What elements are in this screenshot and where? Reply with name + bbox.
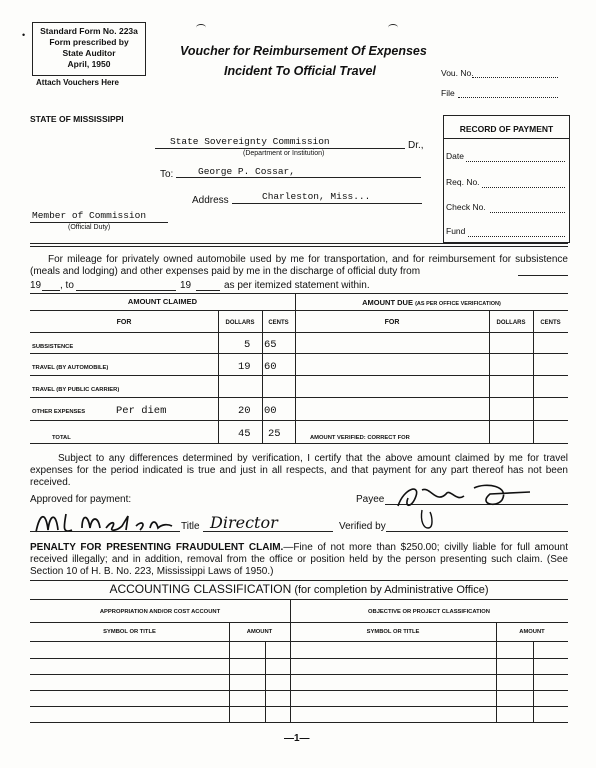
row-label-subsistence: SUBSISTENCE — [32, 344, 74, 350]
travel-auto-cents: 60 — [264, 361, 277, 373]
table-vline — [496, 622, 497, 722]
corner-mark — [388, 24, 398, 31]
address-value: Charleston, Miss... — [262, 191, 371, 202]
table-vline — [533, 641, 534, 722]
mileage-paragraph: For mileage for privately owned automobile used by me for transportation, and for reimbursement for subsistence (meals and lodging) and other expenses paid by me in the discharge of official duty from — [30, 254, 568, 277]
table-line — [30, 420, 568, 421]
table-line — [30, 310, 568, 311]
claimed-for-header: FOR — [116, 319, 132, 326]
file-field[interactable] — [458, 97, 558, 98]
subsistence-cents: 65 — [264, 339, 277, 351]
left-symbol-header: SYMBOL OR TITLE — [103, 629, 156, 635]
period-start-field[interactable] — [42, 290, 60, 291]
state-auditor: State Auditor — [62, 48, 116, 58]
vou-no-field[interactable] — [472, 77, 558, 78]
form-title: Voucher for Reimbursement Of Expenses — [180, 44, 427, 58]
table-vline — [265, 641, 266, 722]
separator — [30, 243, 568, 244]
table-line — [30, 332, 568, 333]
payee-name: George P. Cossar, — [198, 166, 295, 177]
record-check-label: Check No. — [446, 202, 486, 212]
penalty-text: —Fine of not more than $250.00; civilly liable for full amount received illegally; and in addition, removal from the office or position held by the person presenting such claim. (See Section 10 of H. B. No. 223, Mississippi Laws of 1950.) — [30, 542, 568, 577]
bullet-mark: • — [22, 30, 26, 40]
form-subtitle: Incident To Official Travel — [224, 64, 376, 78]
approver-signature — [32, 506, 182, 540]
to-label: To: — [160, 169, 174, 180]
table-line — [30, 443, 568, 444]
standard-form-box — [32, 22, 146, 76]
table-vline — [489, 310, 490, 443]
claimed-cents-header: CENTS — [268, 320, 289, 326]
title-value: Director — [210, 513, 278, 532]
dr-label: Dr., — [408, 140, 424, 151]
period-19-first: 19 — [30, 280, 42, 291]
form-date: April, 1950 — [67, 59, 111, 69]
period-end-field[interactable] — [76, 290, 176, 291]
verified-by-label: Verified by — [339, 521, 386, 532]
department-line — [155, 148, 405, 149]
amount-due-title: AMOUNT DUE — [362, 298, 413, 307]
table-vline — [262, 310, 263, 443]
record-date-field[interactable] — [466, 161, 565, 162]
verified-by-mark — [418, 508, 438, 530]
vou-no-label: Vou. No. — [441, 68, 474, 78]
row-label-other-expenses: OTHER EXPENSES — [32, 409, 86, 415]
claimed-dollars-header: DOLLARS — [225, 320, 255, 326]
table-line — [30, 599, 568, 600]
record-title: RECORD OF PAYMENT — [459, 124, 554, 134]
due-dollars-header: DOLLARS — [496, 320, 526, 326]
from-date-field[interactable] — [518, 275, 568, 276]
department-caption: (Department or Institution) — [243, 150, 325, 157]
due-cents-header: CENTS — [540, 320, 561, 326]
table-line — [30, 397, 568, 398]
duty-line — [30, 222, 168, 223]
travel-auto-dollars: 19 — [238, 361, 251, 373]
state-label: STATE OF MISSISSIPPI — [30, 114, 124, 124]
amount-verified-label: AMOUNT VERIFIED: CORRECT FOR — [310, 435, 410, 441]
right-symbol-header: SYMBOL OR TITLE — [366, 629, 420, 635]
payee-signature — [390, 478, 540, 514]
department-value: State Sovereignty Commission — [170, 136, 330, 147]
record-req-label: Req. No. — [446, 177, 480, 187]
separator — [30, 580, 568, 581]
record-req-field[interactable] — [482, 187, 565, 188]
left-amount-header: AMOUNT — [246, 629, 273, 635]
table-vline — [218, 310, 219, 443]
payee-label: Payee — [356, 494, 385, 505]
other-expenses-dollars: 20 — [238, 405, 251, 417]
total-dollars: 45 — [238, 428, 251, 440]
address-label: Address — [192, 195, 229, 206]
row-label-travel-auto: TRAVEL (BY AUTOMOBILE) — [32, 365, 109, 371]
row-label-travel-public: TRAVEL (BY PUBLIC CARRIER) — [32, 387, 120, 393]
table-line — [30, 674, 568, 675]
table-line — [30, 622, 568, 623]
record-divider — [444, 138, 569, 139]
record-check-field[interactable] — [490, 212, 565, 213]
amount-claimed-heading: AMOUNT CLAIMED — [127, 297, 198, 306]
penalty-paragraph — [30, 542, 568, 578]
period-19-second: 19 — [180, 280, 192, 291]
table-vline — [533, 310, 534, 443]
form-prescribed-by: Form prescribed by — [49, 37, 129, 47]
row-label-total: TOTAL — [52, 435, 71, 441]
verified-by-line[interactable] — [386, 531, 568, 532]
total-cents: 25 — [268, 428, 281, 440]
table-line — [30, 690, 568, 691]
period-year-field[interactable] — [196, 290, 220, 291]
table-line — [30, 375, 568, 376]
record-fund-label: Fund — [446, 226, 466, 236]
accounting-title-row — [30, 582, 568, 596]
attach-vouchers-label: Attach Vouchers Here — [36, 78, 119, 87]
approver-signature-line[interactable] — [30, 531, 180, 532]
period-tail: as per itemized statement within. — [224, 280, 370, 291]
objective-heading: OBJECTIVE OR PROJECT CLASSIFICATION — [368, 609, 490, 615]
corner-mark — [196, 24, 206, 31]
record-of-payment-box — [443, 115, 570, 243]
title-label: Title — [181, 521, 200, 532]
other-expenses-desc: Per diem — [116, 405, 167, 417]
file-label: File — [441, 88, 455, 98]
accounting-title: ACCOUNTING CLASSIFICATION — [109, 582, 292, 596]
official-duty-value: Member of Commission — [32, 210, 147, 221]
right-amount-header: AMOUNT — [519, 629, 545, 635]
certification-text: Subject to any differences determined by verification, I certify that the above amount claimed by me for travel expenses for the period indicated is true and just in all respects, and that payment for any part thereof has not been received. — [30, 453, 568, 488]
table-line — [30, 293, 568, 294]
table-line — [30, 706, 568, 707]
subsistence-dollars: 5 — [244, 339, 251, 351]
table-line — [30, 722, 568, 723]
payee-line — [176, 177, 421, 178]
official-duty-caption: (Official Duty) — [68, 224, 111, 231]
period-to: , to — [60, 280, 74, 291]
page-number: —1— — [284, 733, 310, 744]
record-date-label: Date — [446, 151, 464, 161]
due-for-header: FOR — [384, 319, 400, 326]
table-line — [30, 353, 568, 354]
amount-due-heading — [295, 298, 568, 307]
table-vline — [229, 622, 230, 722]
table-line — [30, 658, 568, 659]
accounting-subtitle: (for completion by Administrative Office) — [294, 584, 489, 596]
record-fund-field[interactable] — [468, 236, 565, 237]
title-line[interactable] — [203, 531, 333, 532]
approved-for-payment-label: Approved for payment: — [30, 494, 132, 505]
table-vline — [295, 293, 296, 443]
amount-due-subheading: (AS PER OFFICE VERIFICATION) — [415, 301, 501, 307]
table-vline — [290, 599, 291, 722]
other-expenses-cents: 00 — [264, 405, 277, 417]
separator — [30, 246, 568, 247]
address-line — [232, 203, 422, 204]
standard-form-number: Standard Form No. 223a — [40, 26, 138, 36]
appropriation-heading: APPROPRIATION AND/OR COST ACCOUNT — [99, 609, 221, 615]
table-line — [30, 641, 568, 642]
penalty-heading: PENALTY FOR PRESENTING FRAUDULENT CLAIM. — [30, 542, 284, 553]
